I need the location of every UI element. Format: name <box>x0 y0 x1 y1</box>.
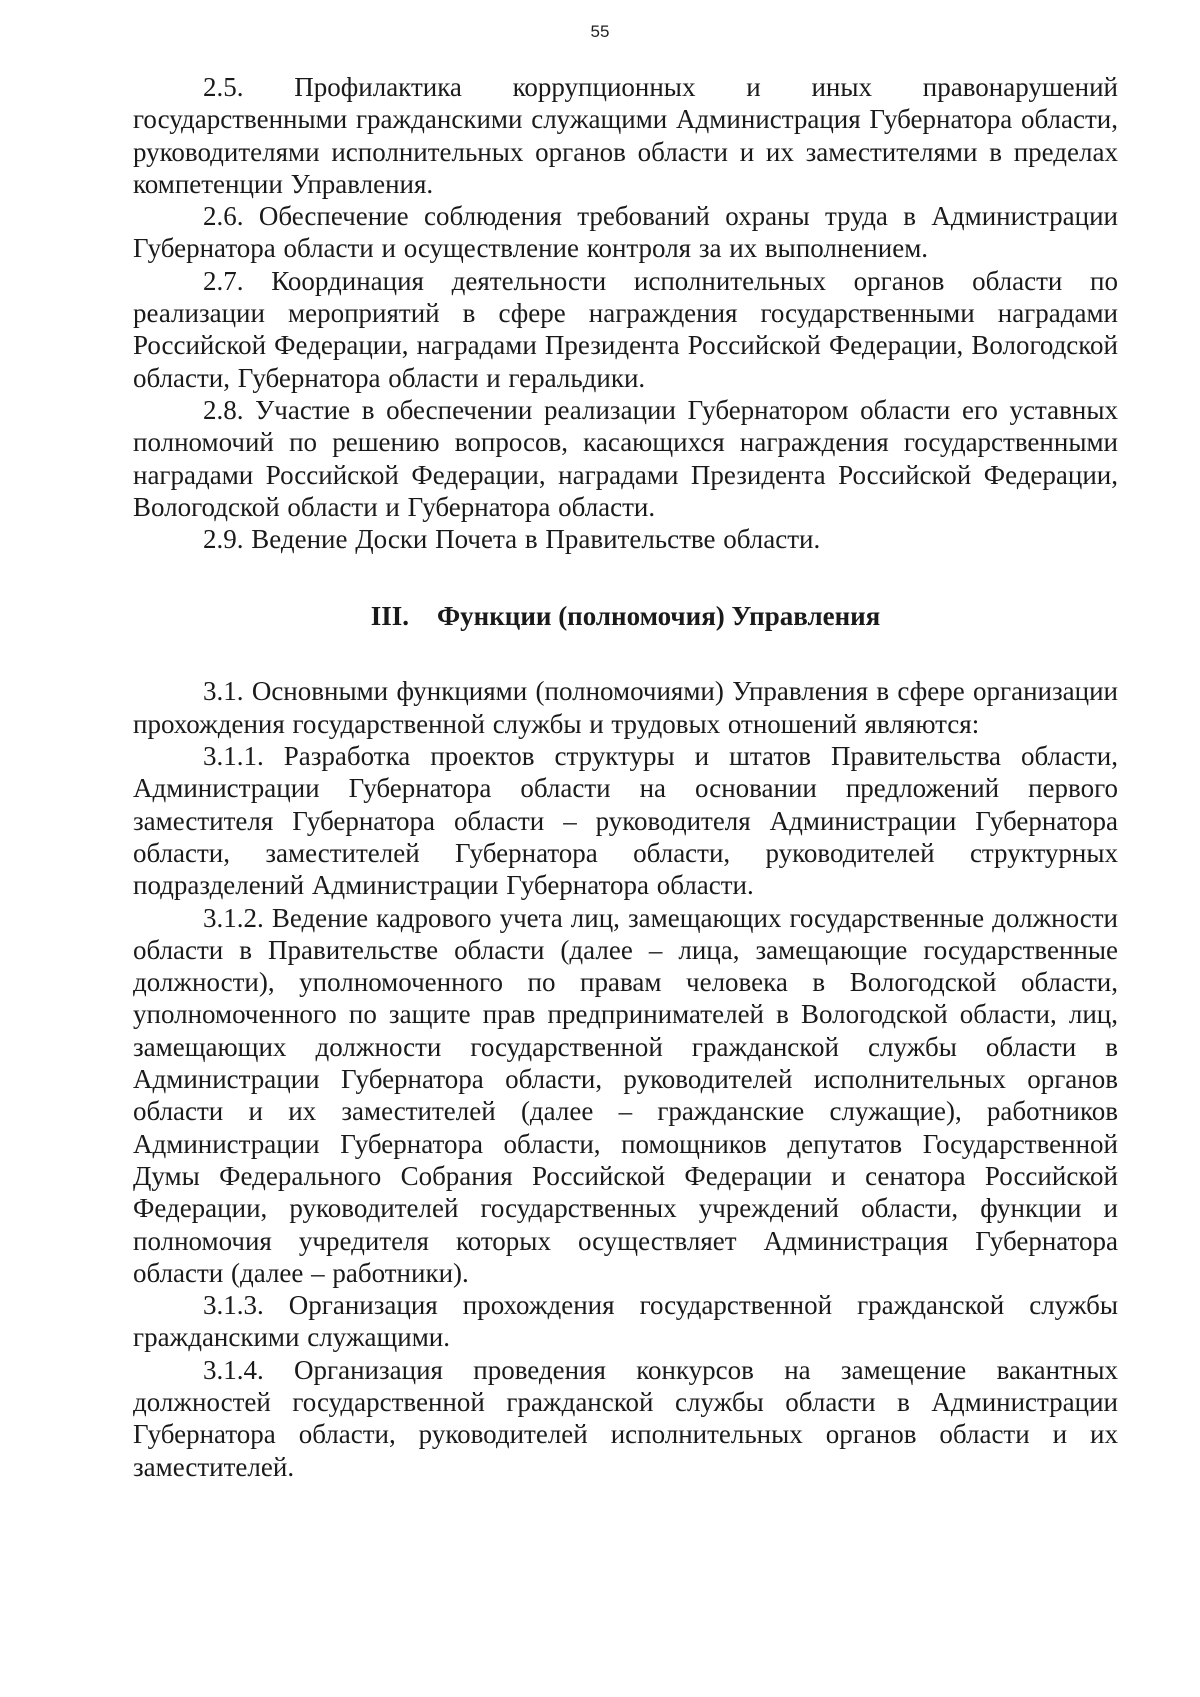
section-heading <box>133 599 1118 633</box>
section-number: III. <box>370 601 409 632</box>
section-title: Функции (полномочия) Управления <box>436 601 881 632</box>
paragraph-2-5: 2.5. Профилактика коррупционных и иных правонарушений государственными гражданскими служащими Администрация Губернатора области, руководителями исполнительных органов области и их заместителями в пределах компетенции Управления. <box>133 72 1118 199</box>
paragraph-3-1: 3.1. Основными функциями (полномочиями) Управления в сфере организации прохождения государственной службы и трудовых отношений являются: <box>133 676 1118 739</box>
paragraph-2-6: 2.6. Обеспечение соблюдения требований охраны труда в Администрации Губернатора области и осуществление контроля за их выполнением. <box>133 201 1118 264</box>
paragraph-2-9: 2.9. Ведение Доски Почета в Правительстве области. <box>203 524 821 555</box>
paragraph-2-7: 2.7. Координация деятельности исполнительных органов области по реализации мероприятий в сфере награждения государственными наградами Российской Федерации, наградами Президента Российской Федерации, Вологодской области, Губернатора области и геральдики. <box>133 265 1118 393</box>
paragraph-2-8: 2.8. Участие в обеспечении реализации Губернатором области его уставных полномочий по решению вопросов, касающихся награждения государственными наградами Российской Федерации, наградами Президента Российской Федерации, Вологодской области и Губернатора области. <box>133 394 1118 522</box>
paragraph-3-1-4: 3.1.4. Организация проведения конкурсов на замещение вакантных должностей государственной гражданской службы области в Администрации Губернатора области, руководителей исполнительных органов области и их заместителей. <box>133 1354 1118 1482</box>
page-number: 55 <box>590 22 610 41</box>
document-body <box>133 71 1118 1483</box>
paragraph-3-1-1: 3.1.1. Разработка проектов структуры и штатов Правительства области, Администрации Губернатора области на основании предложений первого заместителя Губернатора области – руководителя Администрации Губернатора области, заместителей Губернатора области, руководителей структурных подразделений Администрации Губернатора области. <box>133 741 1118 901</box>
paragraph-3-1-3: 3.1.3. Организация прохождения государственной гражданской службы гражданскими служащими. <box>133 1290 1118 1353</box>
paragraph-3-1-2: 3.1.2. Ведение кадрового учета лиц, замещающих государственные должности области в Правительстве области (далее – лица, замещающие государственные должности), уполномоченного по правам человека в Вологодской области, уполномоченного по защите прав предпринимателей в Вологодской области, лиц, замещающих должности государственной гражданской службы области в Администрации Губернатора области, руководителей исполнительных органов области и их заместителей (далее – гражданские служащие), работников Администрации Губернатора области, помощников депутатов Государственной Думы Федерального Собрания Российской Федерации и сенатора Российской Федерации, руководителей государственных учреждений области, функции и полномочия учредителя которых осуществляет Администрация Губернатора области (далее – работники). <box>133 902 1118 1288</box>
